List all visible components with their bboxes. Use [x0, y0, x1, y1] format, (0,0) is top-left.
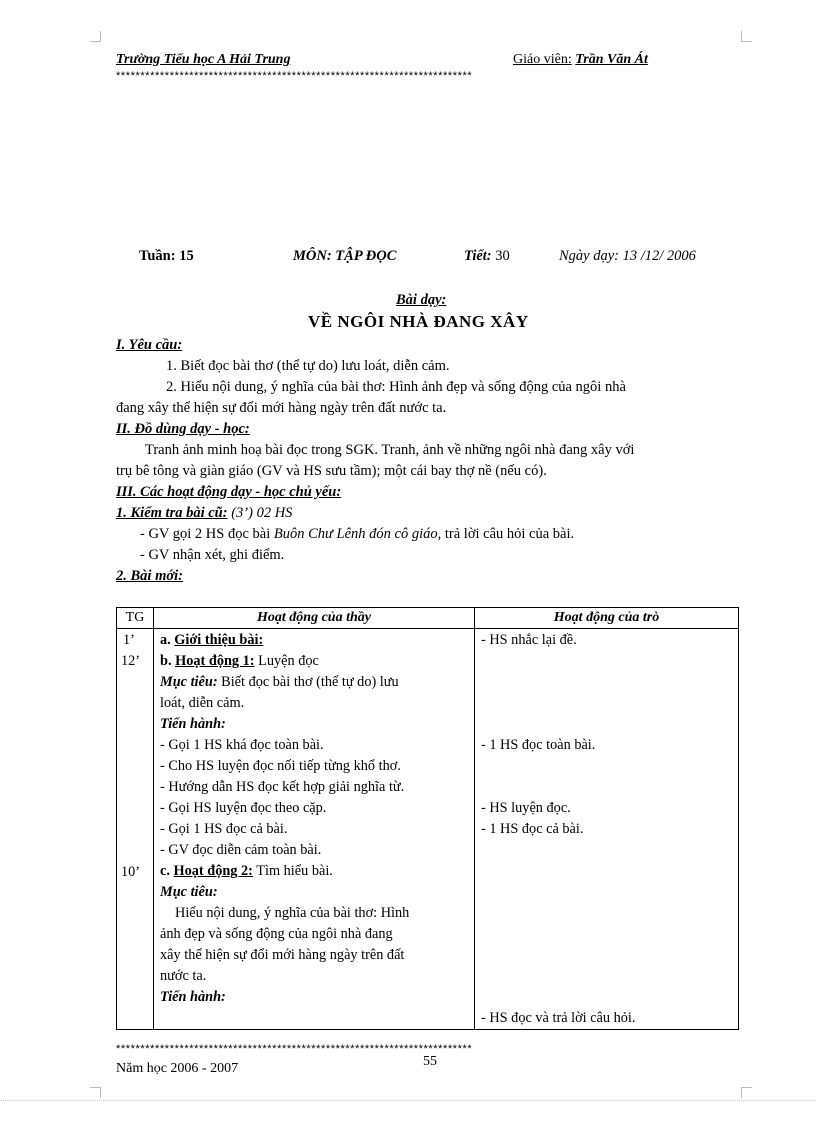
procedure-2-label: Tiến hành: — [160, 989, 226, 1005]
step-4: - Gọi HS luyện đọc theo cặp. — [160, 800, 327, 816]
header-divider: ************************************************************************* — [116, 71, 473, 81]
subject: MÔN: TẬP ĐỌC — [293, 248, 397, 264]
lesson-label: Bài dạy: — [396, 292, 447, 308]
period: Tiết: 30 — [464, 248, 510, 264]
student-5: - HS đọc và trả lời câu hỏi. — [481, 1010, 636, 1026]
teaching-date: Ngày dạy: 13 /12/ 2006 — [559, 248, 696, 264]
page-edge — [0, 1100, 816, 1101]
section-activities-heading: III. Các hoạt động dạy - học chủ yếu: — [116, 484, 342, 500]
header-time: TG — [117, 608, 154, 629]
header-student: Hoạt động của trò — [475, 608, 739, 629]
activity-b: b. Hoạt động 1: Luyện đọc — [160, 653, 319, 669]
materials-line-1: Tranh ảnh minh hoạ bài đọc trong SGK. Tranh, ảnh về những ngôi nhà đang xây với — [145, 442, 635, 458]
school-year: Năm học 2006 - 2007 — [116, 1061, 239, 1076]
check-line-1: - GV gọi 2 HS đọc bài Buôn Chư Lênh đón cô giáo, trả lời câu hỏi của bài. — [140, 526, 575, 542]
goal-2-label: Mục tiêu: — [160, 884, 218, 900]
footer-divider: ************************************************************************* — [116, 1044, 473, 1054]
section-materials-heading: II. Đồ dùng dạy - học: — [116, 421, 250, 437]
step-3: - Hướng dẫn HS đọc kết hợp giải nghĩa từ. — [160, 779, 405, 795]
time-2: 12’ — [121, 653, 141, 669]
teacher-info — [513, 52, 648, 68]
student-1: - HS nhắc lại đề. — [481, 632, 577, 648]
time-3: 10’ — [121, 864, 141, 880]
student-3: - HS luyện đọc. — [481, 800, 571, 816]
goal-1-line-2: loát, diễn cảm. — [160, 695, 245, 711]
student-4: - 1 HS đọc cả bài. — [481, 821, 584, 837]
teacher-column — [154, 629, 474, 1029]
crop-mark-bottom-left — [90, 1087, 101, 1098]
check-line-2: - GV nhận xét, ghi điểm. — [140, 547, 285, 563]
goal-1-line-1: Mục tiêu: Biết đọc bài thơ (thể tự do) lưu — [160, 674, 399, 690]
week: Tuần: 15 — [139, 248, 194, 264]
requirement-2-line-2: đang xây thể hiện sự đổi mới hàng ngày trên đất nước ta. — [116, 400, 447, 416]
header-teacher: Hoạt động của thầy — [154, 608, 475, 629]
time-column — [117, 629, 153, 1029]
lesson-title: VỀ NGÔI NHÀ ĐANG XÂY — [308, 312, 529, 331]
goal-2-line-4: nước ta. — [160, 968, 207, 984]
student-2: - 1 HS đọc toàn bài. — [481, 737, 596, 753]
time-1: 1’ — [123, 632, 135, 648]
crop-mark-bottom-right — [741, 1087, 752, 1098]
materials-line-2: trụ bê tông và giàn giáo (GV và HS sưu tầm); một cái bay thợ nề (nếu có). — [116, 463, 547, 479]
step-6: - GV đọc diễn cảm toàn bài. — [160, 842, 322, 858]
table-body-row — [117, 629, 739, 1030]
goal-2-line-1: Hiểu nội dung, ý nghĩa của bài thơ: Hình — [175, 905, 410, 921]
procedure-1-label: Tiến hành: — [160, 716, 226, 732]
step-1: - Gọi 1 HS khá đọc toàn bài. — [160, 737, 324, 753]
step-2: - Cho HS luyện đọc nối tiếp từng khổ thơ. — [160, 758, 401, 774]
crop-mark-top-right — [741, 31, 752, 42]
section-requirements-heading: I. Yêu cầu: — [116, 337, 183, 353]
activity-a: a. Giới thiệu bài: — [160, 632, 264, 648]
student-column — [475, 629, 738, 1029]
teacher-label: Giáo viên: — [513, 52, 572, 67]
requirement-2-line-1: 2. Hiểu nội dung, ý nghĩa của bài thơ: Hình ảnh đẹp và sống động của ngôi nhà — [166, 379, 626, 395]
new-lesson-heading: 2. Bài mới: — [116, 568, 183, 584]
table-header-row — [117, 608, 739, 629]
step-5: - Gọi 1 HS đọc cả bài. — [160, 821, 288, 837]
teacher-name: Trần Văn Át — [575, 52, 648, 67]
requirement-1: 1. Biết đọc bài thơ (thể tự do) lưu loát, diễn cảm. — [166, 358, 450, 374]
check-old-lesson: 1. Kiểm tra bài cũ: (3’) 02 HS — [116, 505, 293, 521]
school-name: Trường Tiểu học A Hải Trung — [116, 52, 291, 67]
page-number: 55 — [423, 1054, 437, 1069]
activities-table — [116, 607, 739, 1030]
goal-2-line-2: ảnh đẹp và sống động của ngôi nhà đang — [160, 926, 393, 942]
crop-mark-top-left — [90, 31, 101, 42]
activity-c: c. Hoạt động 2: Tìm hiểu bài. — [160, 863, 333, 879]
goal-2-line-3: xây thể hiện sự đổi mới hàng ngày trên đất — [160, 947, 405, 963]
